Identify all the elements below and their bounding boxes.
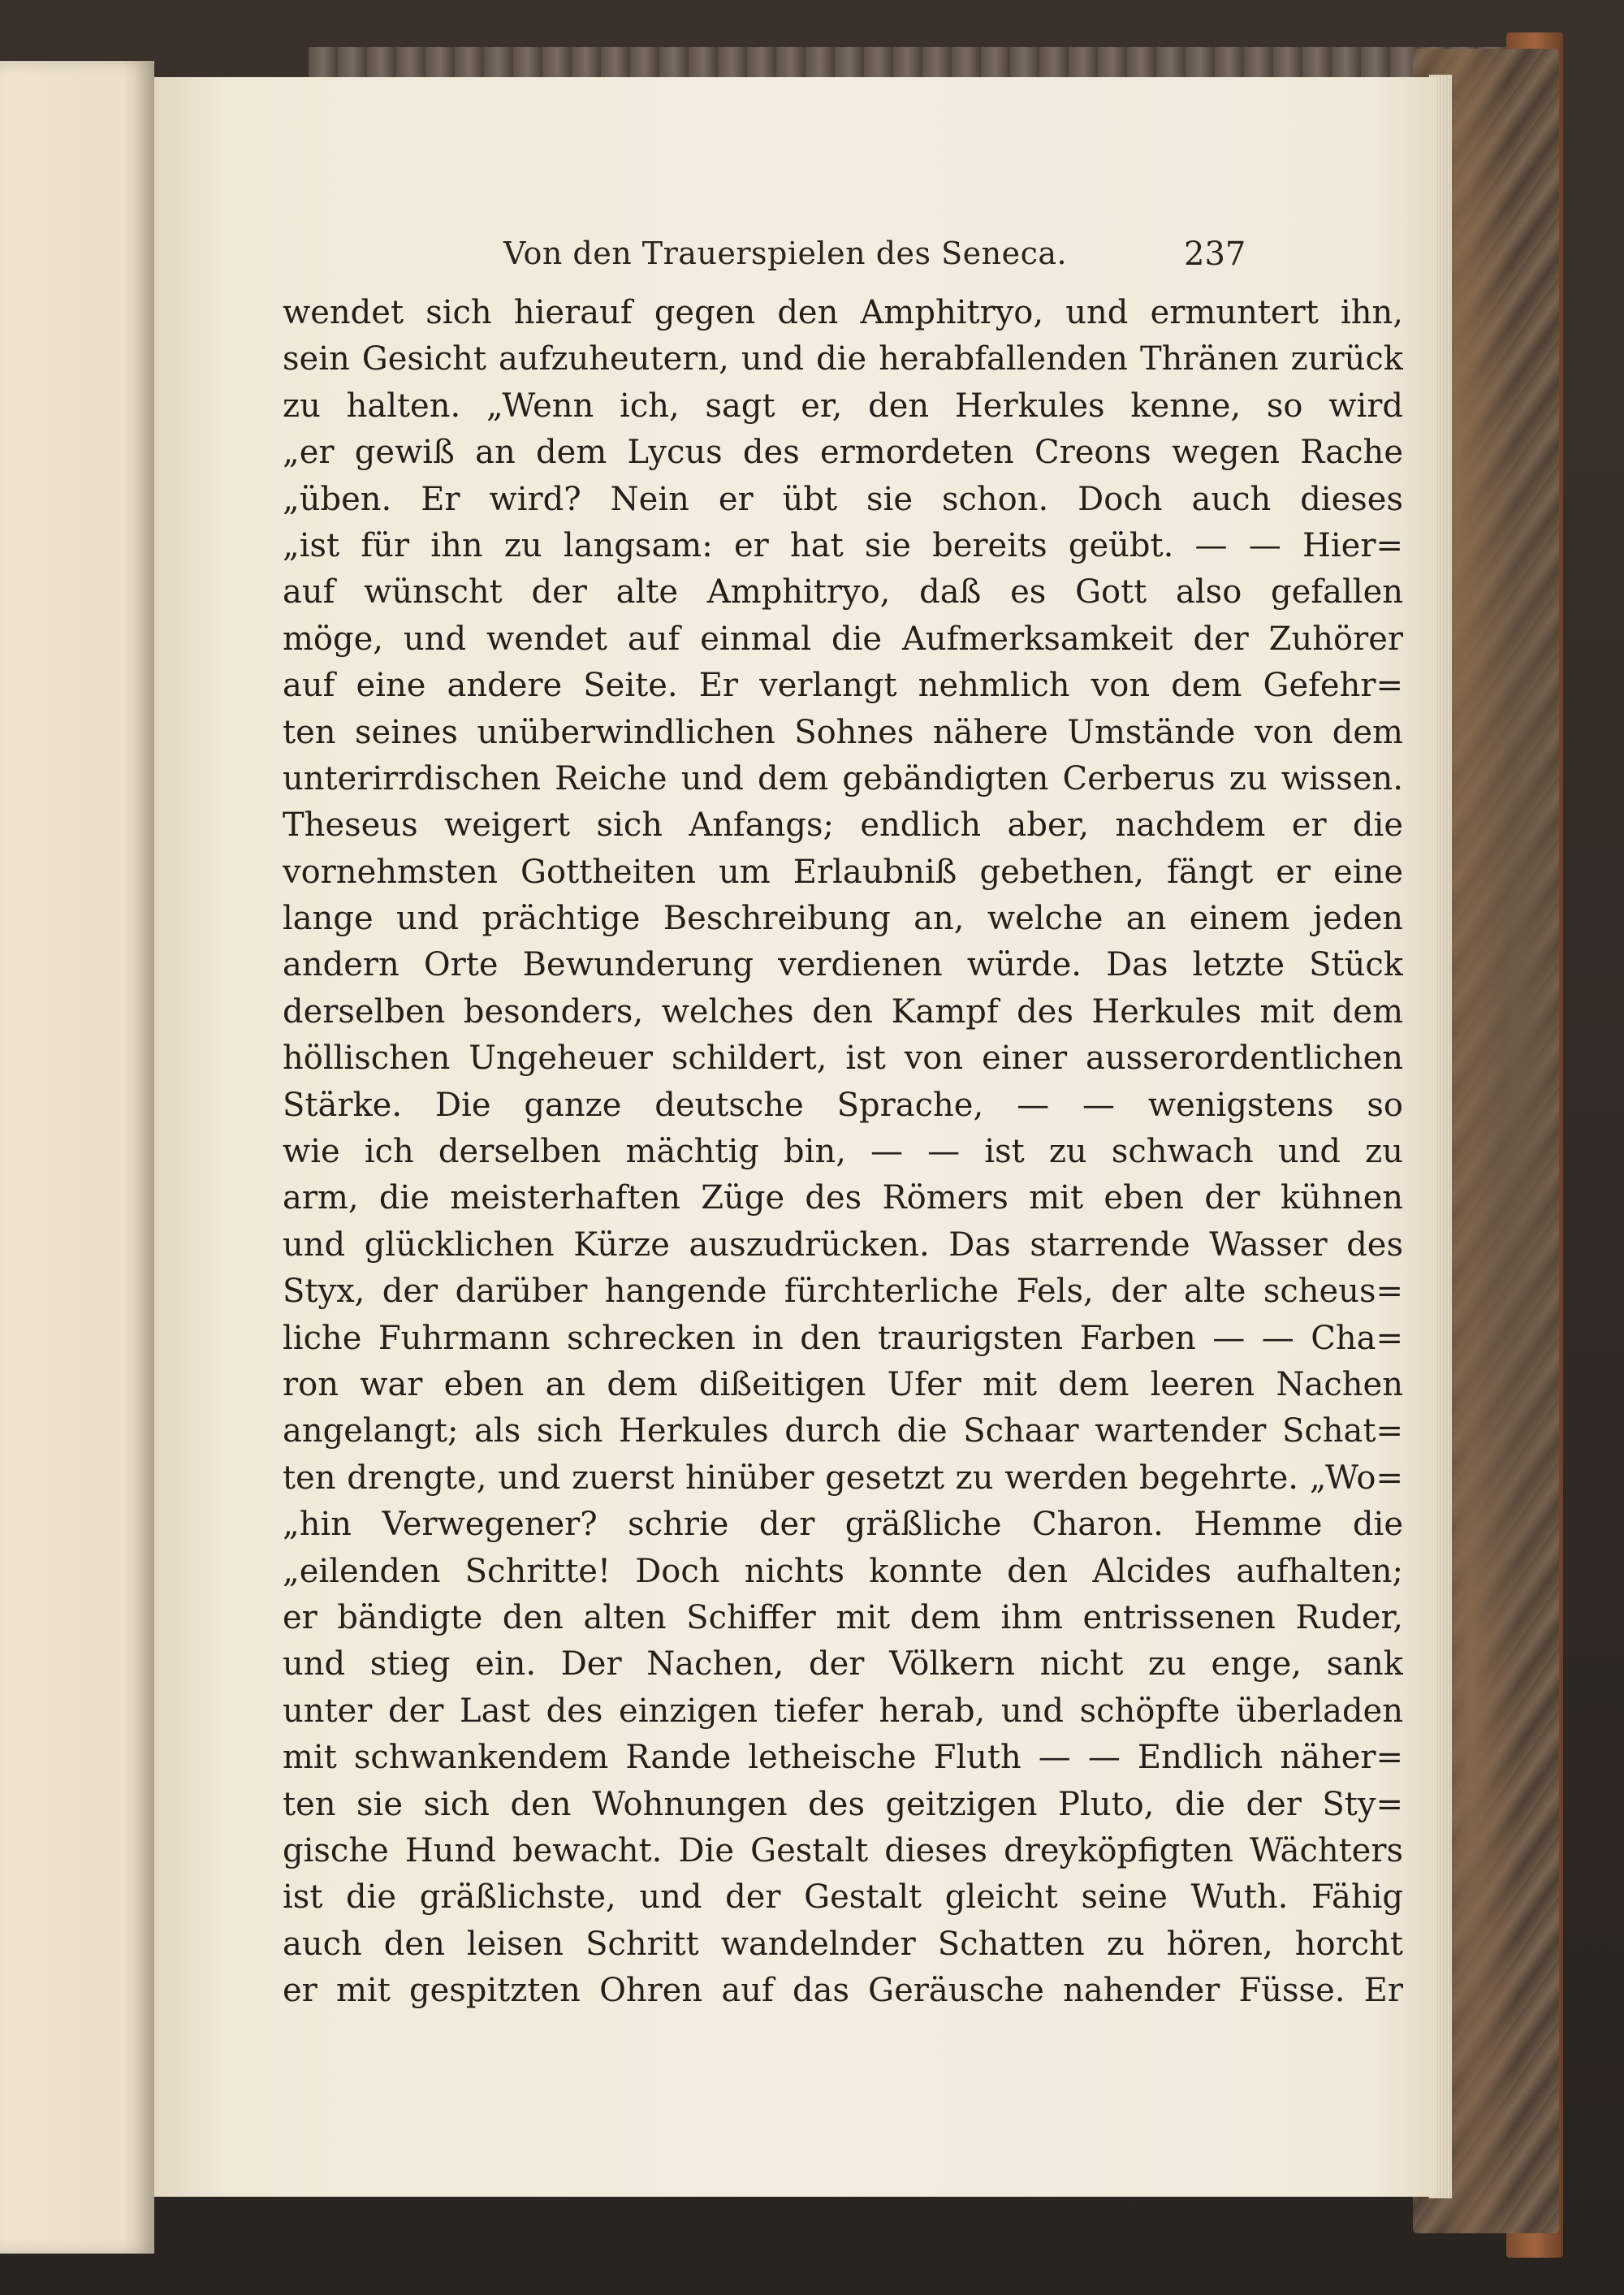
text-line: er mit gespitzten Ohren auf das Geräusche nahender Füsse. Er [283, 1972, 1403, 2010]
running-title: Von den Trauerspielen des Seneca. [503, 236, 1068, 271]
text-line: er bändigte den alten Schiffer mit dem ihm entrissenen Ruder, [283, 1598, 1403, 1636]
text-line: auf eine andere Seite. Er verlangt nehmlich von dem Gefehr= [283, 667, 1403, 705]
text-line: ist die gräßlichste, und der Gestalt gleicht seine Wuth. Fähig [283, 1878, 1403, 1917]
body-text [283, 290, 1403, 2014]
text-line: gische Hund bewacht. Die Gestalt dieses dreyköpfigten Wächters [283, 1831, 1403, 1869]
page-number: 237 [1184, 236, 1246, 273]
text-line: mit schwankendem Rande letheische Fluth — — Endlich näher= [283, 1739, 1403, 1777]
text-line: unterirrdischen Reiche und dem gebändigten Cerberus zu wissen. [283, 759, 1403, 797]
text-line: „eilenden Schritte! Doch nichts konnte den Alcides aufhalten; [283, 1552, 1403, 1590]
text-line: „ist für ihn zu langsam: er hat sie bereits geübt. — — Hier= [283, 526, 1403, 564]
text-line: höllischen Ungeheuer schildert, ist von einer ausserordentlichen [283, 1039, 1403, 1078]
text-line: „hin Verwegener? schrie der gräßliche Charon. Hemme die [283, 1506, 1403, 1544]
text-line: auch den leisen Schritt wandelnder Schatten zu hören, horcht [283, 1925, 1403, 1963]
text-line: ten sie sich den Wohnungen des geitzigen Pluto, die der Sty= [283, 1785, 1403, 1823]
text-line: andern Orte Bewunderung verdienen würde. Das letzte Stück [283, 946, 1403, 984]
text-line: und glücklichen Kürze auszudrücken. Das starrende Wasser des [283, 1225, 1403, 1264]
text-line: und stieg ein. Der Nachen, der Völkern nicht zu enge, sank [283, 1645, 1403, 1683]
text-line: liche Fuhrmann schrecken in den traurigsten Farben — — Cha= [283, 1319, 1403, 1357]
text-line: derselben besonders, welches den Kampf des Herkules mit dem [283, 992, 1403, 1031]
text-line: wie ich derselben mächtig bin, — — ist zu schwach und zu [283, 1133, 1403, 1171]
text-line: sein Gesicht aufzuheutern, und die herabfallenden Thränen zurück [283, 340, 1403, 378]
text-line: lange und prächtige Beschreibung an, welche an einem jeden [283, 900, 1403, 938]
text-line: „üben. Er wird? Nein er übt sie schon. Doch auch dieses [283, 480, 1403, 518]
book-page [154, 77, 1437, 2197]
text-line: wendet sich hierauf gegen den Amphitryo, und ermuntert ihn, [283, 294, 1403, 331]
text-line: arm, die meisterhaften Züge des Römers mit eben der kühnen [283, 1179, 1403, 1217]
text-line: angelangt; als sich Herkules durch die Schaar wartender Schat= [283, 1412, 1403, 1450]
text-line: ron war eben an dem dißeitigen Ufer mit dem leeren Nachen [283, 1365, 1403, 1403]
text-line: Styx, der darüber hangende fürchterliche Fels, der alte scheus= [283, 1273, 1403, 1311]
text-line: zu halten. „Wenn ich, sagt er, den Herkules kenne, so wird [283, 387, 1403, 425]
text-line: unter der Last des einzigen tiefer herab, und schöpfte überladen [283, 1692, 1403, 1730]
text-line: Stärke. Die ganze deutsche Sprache, — — wenigstens so [283, 1086, 1403, 1124]
text-line: „er gewiß an dem Lycus des ermordeten Creons wegen Rache [283, 434, 1403, 472]
text-line: möge, und wendet auf einmal die Aufmerksamkeit der Zuhörer [283, 620, 1403, 658]
text-line: ten drengte, und zuerst hinüber gesetzt zu werden begehrte. „Wo= [283, 1459, 1403, 1497]
text-line: Theseus weigert sich Anfangs; endlich aber, nachdem er die [283, 806, 1403, 845]
text-line: ten seines unüberwindlichen Sohnes nähere Umstände von dem [283, 713, 1403, 751]
text-line: vornehmsten Gottheiten um Erlaubniß gebethen, fängt er eine [283, 853, 1403, 891]
text-line: auf wünscht der alte Amphitryo, daß es Gott also gefallen [283, 573, 1403, 612]
running-head [154, 236, 1437, 284]
facing-page [0, 61, 154, 2254]
